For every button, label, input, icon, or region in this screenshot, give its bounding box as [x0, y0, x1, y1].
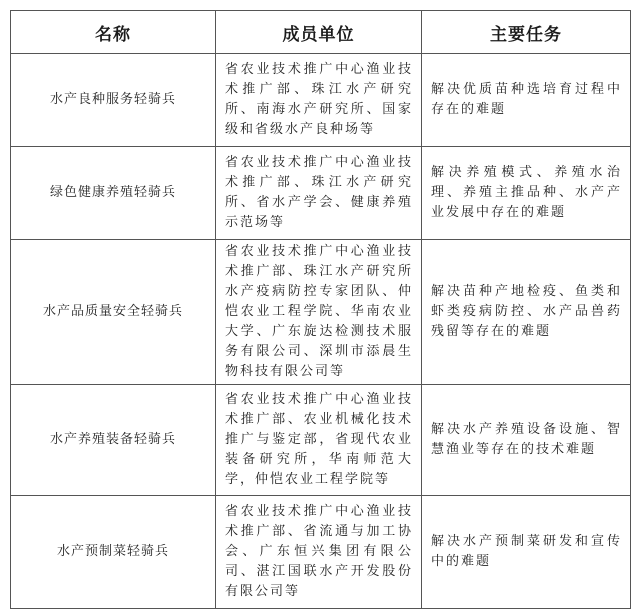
row-tasks: 解决水产养殖设备设施、智慧渔业等存在的技术难题 [422, 385, 631, 496]
row-members: 省农业技术推广中心渔业技术推广部、省流通与加工协会、广东恒兴集团有限公司、湛江国联水产开发股份有限公司等 [216, 496, 422, 609]
table-row [11, 240, 631, 385]
row-tasks: 解决水产预制菜研发和宣传中的难题 [422, 496, 631, 609]
table-row [11, 385, 631, 496]
table-header-row [11, 11, 631, 54]
row-members: 省农业技术推广中心渔业技术推广部、珠江水产研究所水产疫病防控专家团队、仲恺农业工程学院、华南农业大学、广东旋达检测技术服务有限公司、深圳市添晨生物科技有限公司等 [216, 240, 422, 385]
row-members: 省农业技术推广中心渔业技术推广部、农业机械化技术推广与鉴定部，省现代农业装备研究所，华南师范大学，仲恺农业工程学院等 [216, 385, 422, 496]
row-name: 水产养殖装备轻骑兵 [11, 385, 216, 496]
row-members: 省农业技术推广中心渔业技术推广部、珠江水产研究所、南海水产研究所、国家级和省级水产良种场等 [216, 54, 422, 147]
header-members: 成员单位 [216, 11, 422, 54]
table-row [11, 147, 631, 240]
task-table [10, 10, 631, 609]
header-name: 名称 [11, 11, 216, 54]
row-tasks: 解决优质苗种选培育过程中存在的难题 [422, 54, 631, 147]
row-tasks: 解决苗种产地检疫、鱼类和虾类疫病防控、水产品兽药残留等存在的难题 [422, 240, 631, 385]
header-tasks: 主要任务 [422, 11, 631, 54]
row-tasks: 解决养殖模式、养殖水治理、养殖主推品种、水产产业发展中存在的难题 [422, 147, 631, 240]
row-name: 水产品质量安全轻骑兵 [11, 240, 216, 385]
row-name: 水产良种服务轻骑兵 [11, 54, 216, 147]
task-table-container [10, 10, 630, 609]
row-members: 省农业技术推广中心渔业技术推广部、珠江水产研究所、省水产学会、健康养殖示范场等 [216, 147, 422, 240]
row-name: 水产预制菜轻骑兵 [11, 496, 216, 609]
row-name: 绿色健康养殖轻骑兵 [11, 147, 216, 240]
table-row [11, 54, 631, 147]
table-row [11, 496, 631, 609]
